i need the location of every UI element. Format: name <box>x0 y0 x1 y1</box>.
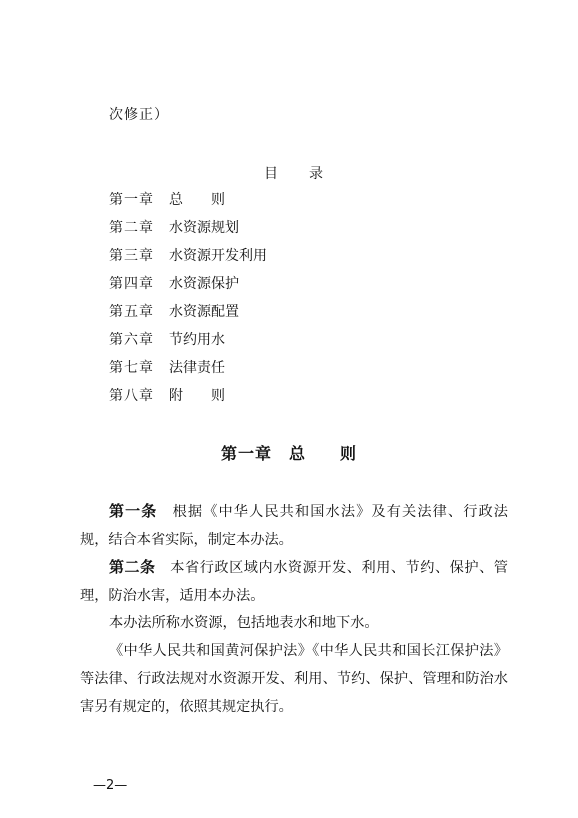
toc-chapter: 第七章 <box>109 360 154 376</box>
toc-chapter: 第八章 <box>109 388 154 404</box>
article-label: 第一条 <box>109 502 158 520</box>
toc-chapter-title: 法律责任 <box>169 360 225 376</box>
toc-item <box>109 330 225 350</box>
toc-item <box>109 190 225 210</box>
toc-chapter: 第三章 <box>109 248 154 264</box>
toc-chapter-title: 总 则 <box>169 192 225 208</box>
toc-chapter-title: 节约用水 <box>169 332 225 348</box>
toc-item <box>109 246 267 266</box>
paragraph: 《中华人民共和国黄河保护法》《中华人民共和国长江保护法》等法律、行政法规对水资源开发、利用、节约、保护、管理和防治水害另有规定的，依照其规定执行。 <box>80 643 508 716</box>
toc-item <box>109 218 239 238</box>
toc-chapter-title: 水资源配置 <box>169 304 239 320</box>
article-label: 第二条 <box>109 558 156 576</box>
page-number: —2— <box>93 778 128 793</box>
toc-item <box>109 386 225 406</box>
toc-chapter: 第五章 <box>109 304 154 320</box>
article-text: 根据《中华人民共和国水法》及有关法律、行政法规，结合本省实际，制定本办法。 <box>80 504 508 549</box>
toc-title: 目 录 <box>264 166 324 182</box>
toc-chapter: 第二章 <box>109 220 154 236</box>
toc-item <box>109 302 239 322</box>
paragraph: 本办法所称水资源，包括地表水和地下水。 <box>109 615 379 631</box>
article-1 <box>80 497 508 554</box>
toc-chapter-title: 水资源保护 <box>169 276 239 292</box>
continuation-text: 次修正） <box>109 107 169 123</box>
toc-item <box>109 274 239 294</box>
toc-item <box>109 358 225 378</box>
article-2 <box>80 553 508 610</box>
toc-chapter: 第六章 <box>109 332 154 348</box>
toc-chapter-title: 附 则 <box>169 388 225 404</box>
toc-chapter: 第四章 <box>109 276 154 292</box>
toc-chapter-title: 水资源规划 <box>169 220 239 236</box>
toc-chapter-title: 水资源开发利用 <box>169 248 267 264</box>
toc-chapter: 第一章 <box>109 192 154 208</box>
chapter-heading: 第一章 总 则 <box>220 444 357 463</box>
article-text: 本省行政区域内水资源开发、利用、节约、保护、管理，防治水害，适用本办法。 <box>80 560 508 605</box>
